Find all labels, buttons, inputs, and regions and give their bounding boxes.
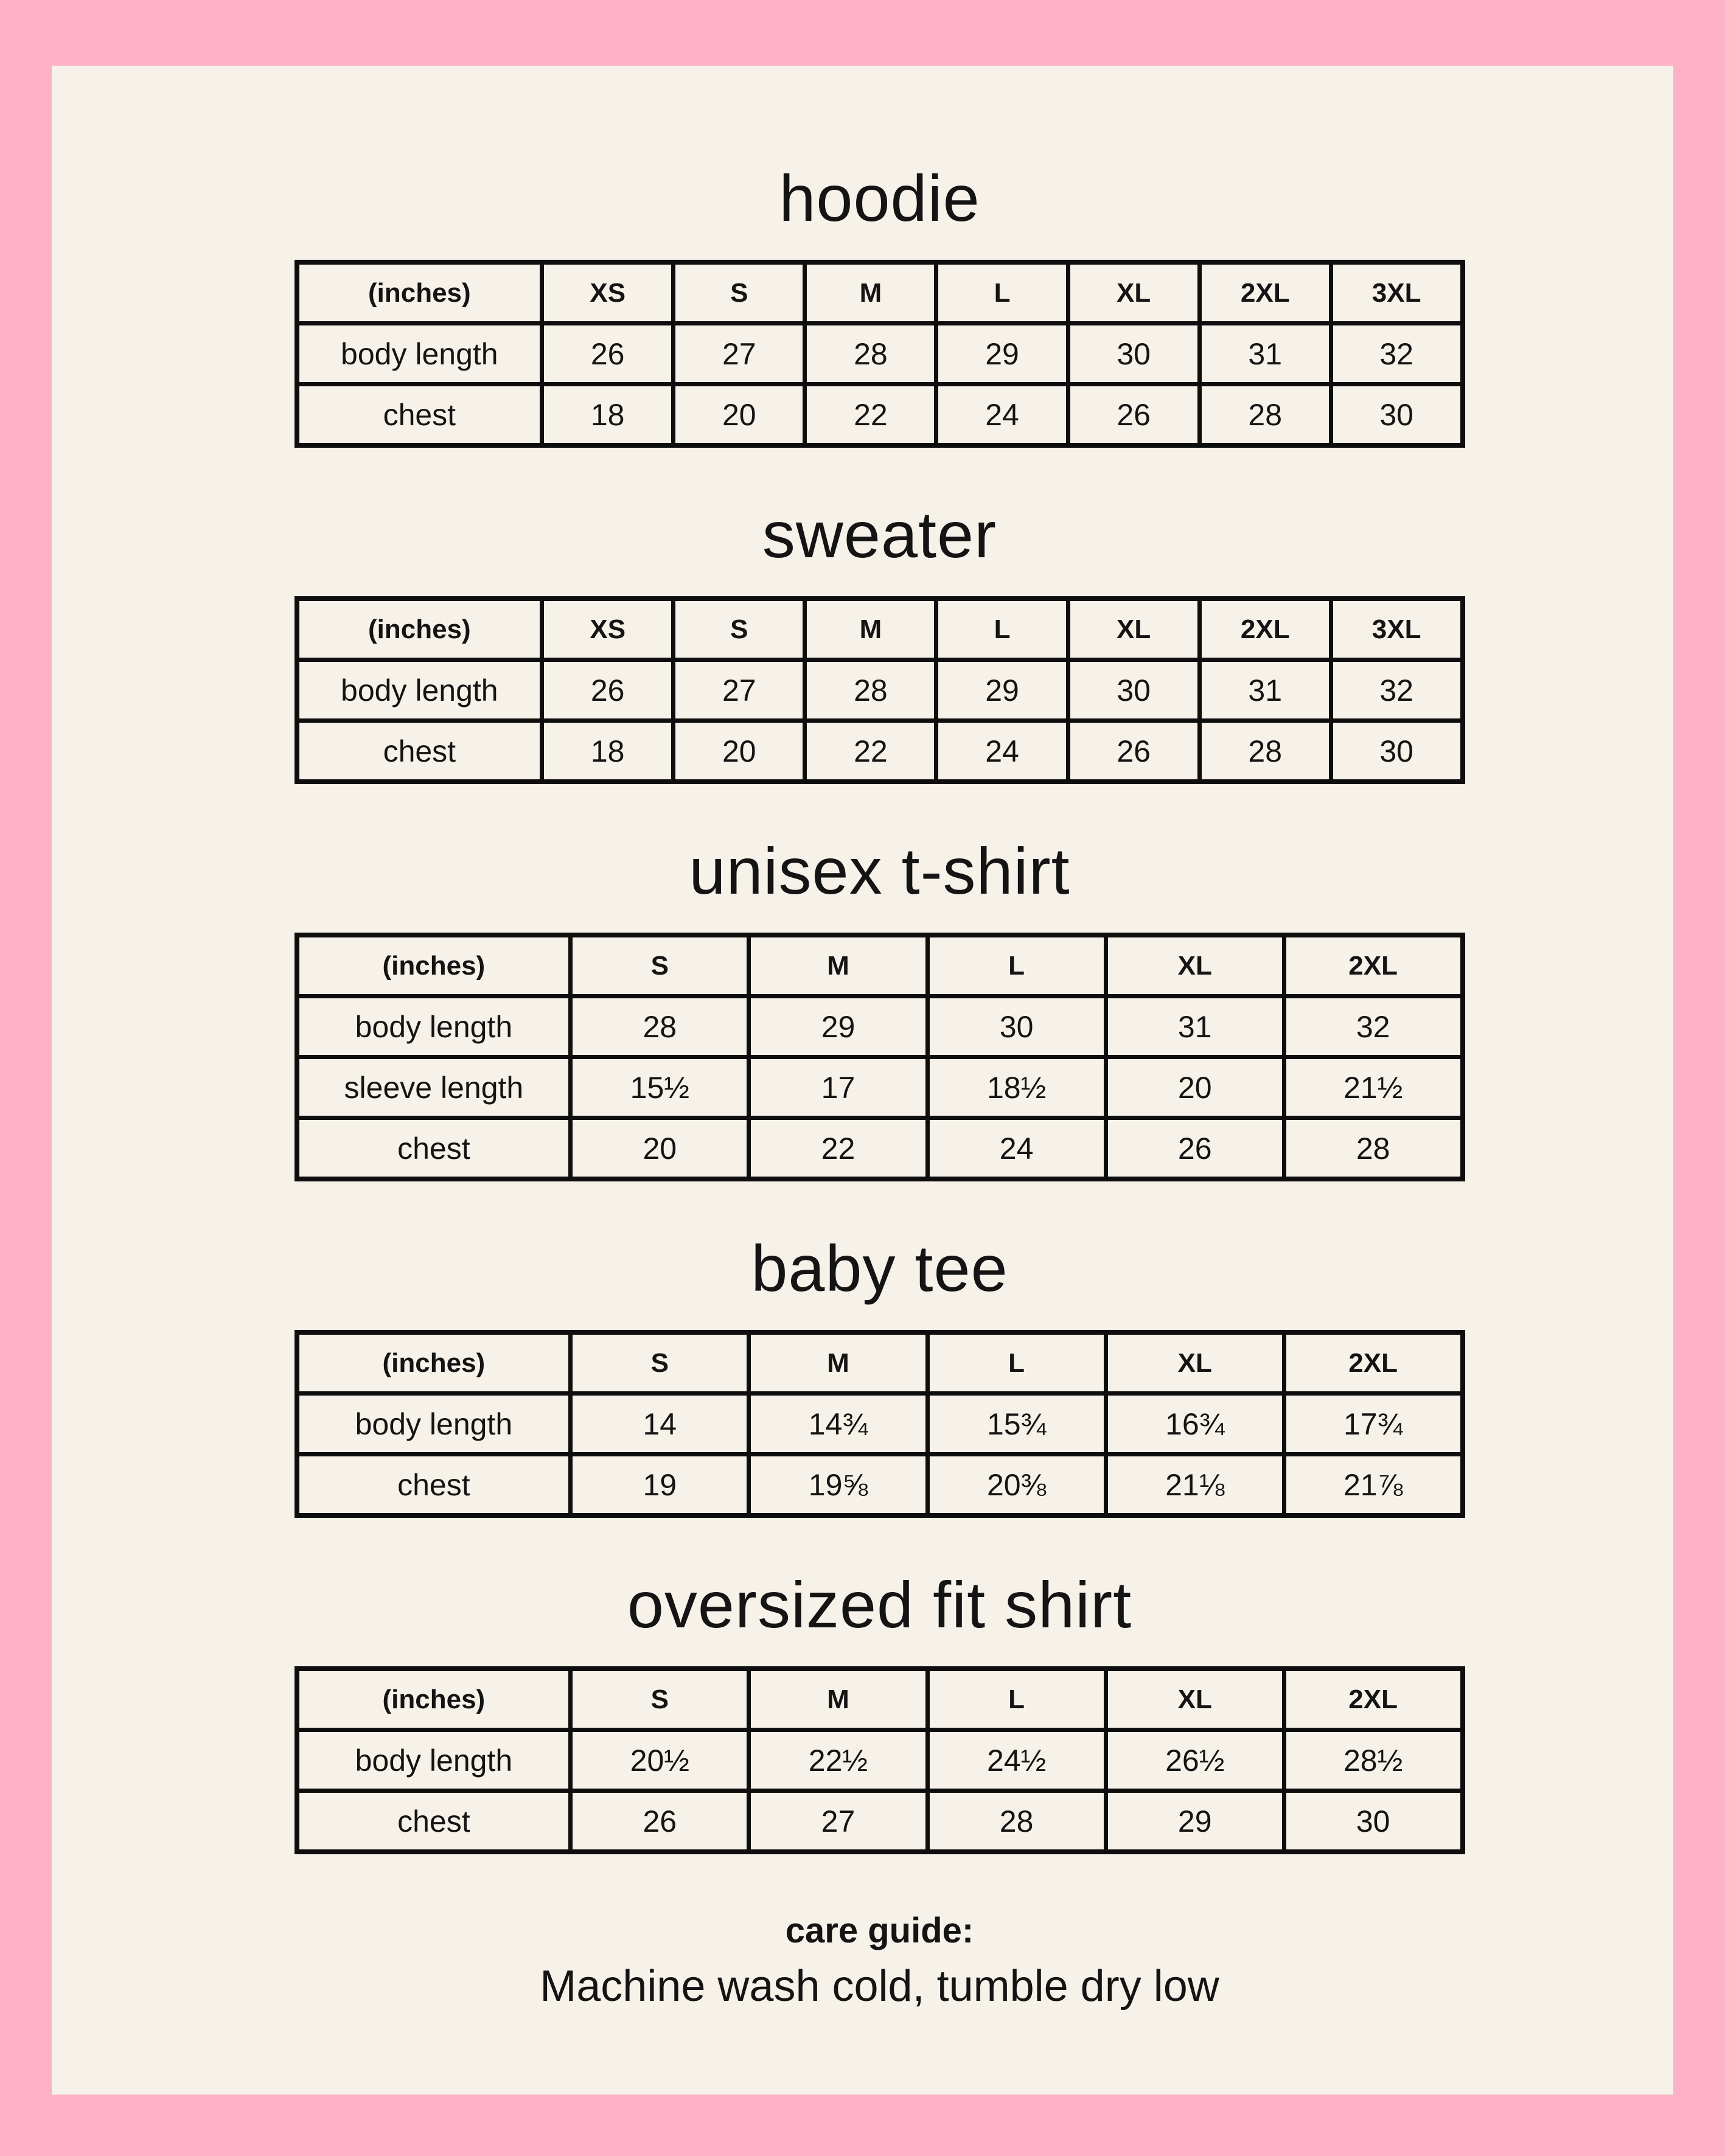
measure-value-cell: 26½ bbox=[1106, 1730, 1284, 1791]
size-header-cell: 2XL bbox=[1284, 935, 1462, 996]
size-table-baby-tee bbox=[294, 1330, 1465, 1518]
measure-value-cell: 28 bbox=[805, 660, 936, 721]
size-header-cell: L bbox=[927, 1332, 1106, 1394]
section-title-sweater: sweater bbox=[762, 498, 997, 571]
unit-header-cell: (inches) bbox=[297, 262, 542, 324]
measure-label-cell: body length bbox=[297, 324, 542, 384]
measure-label-cell: chest bbox=[297, 1455, 571, 1516]
measure-label-cell: chest bbox=[297, 384, 542, 446]
size-header-cell: S bbox=[571, 935, 749, 996]
measure-value-cell: 26 bbox=[1068, 384, 1199, 446]
section-title-unisex-tshirt: unisex t-shirt bbox=[689, 834, 1070, 908]
size-header-cell: XS bbox=[542, 599, 674, 660]
measure-value-cell: 26 bbox=[1106, 1118, 1284, 1180]
measure-value-cell: 21⅛ bbox=[1106, 1455, 1284, 1516]
size-header-cell: S bbox=[674, 599, 805, 660]
care-guide-text: Machine wash cold, tumble dry low bbox=[540, 1962, 1219, 2011]
size-header-cell: S bbox=[674, 262, 805, 324]
measure-value-cell: 29 bbox=[749, 996, 927, 1057]
header-row bbox=[297, 1332, 1463, 1394]
measure-value-cell: 28½ bbox=[1284, 1730, 1462, 1791]
size-table-sweater bbox=[294, 596, 1465, 784]
size-header-cell: L bbox=[936, 599, 1068, 660]
measure-value-cell: 30 bbox=[1331, 384, 1462, 446]
size-table-hoodie bbox=[294, 260, 1465, 448]
measure-value-cell: 22 bbox=[749, 1118, 927, 1180]
header-row bbox=[297, 935, 1463, 996]
measure-label-cell: body length bbox=[297, 660, 542, 721]
measure-label-cell: sleeve length bbox=[297, 1057, 571, 1118]
measure-value-cell: 26 bbox=[1068, 721, 1199, 782]
measure-value-cell: 28 bbox=[805, 324, 936, 384]
measure-value-cell: 20½ bbox=[571, 1730, 749, 1791]
measure-label-cell: chest bbox=[297, 1791, 571, 1852]
header-row bbox=[297, 1669, 1463, 1730]
size-header-cell: XL bbox=[1106, 1332, 1284, 1394]
measure-value-cell: 32 bbox=[1331, 324, 1462, 384]
size-header-cell: M bbox=[805, 599, 936, 660]
unit-header-cell: (inches) bbox=[297, 599, 542, 660]
measure-row bbox=[297, 721, 1463, 782]
section-title-hoodie: hoodie bbox=[779, 161, 980, 235]
size-header-cell: XL bbox=[1068, 599, 1199, 660]
size-header-cell: 2XL bbox=[1199, 599, 1331, 660]
size-header-cell: L bbox=[936, 262, 1068, 324]
measure-value-cell: 30 bbox=[1068, 324, 1199, 384]
measure-value-cell: 18 bbox=[542, 721, 674, 782]
measure-value-cell: 14¾ bbox=[749, 1394, 927, 1455]
section-title-oversized-fit-shirt: oversized fit shirt bbox=[627, 1568, 1132, 1641]
measure-value-cell: 28 bbox=[1284, 1118, 1462, 1180]
measure-value-cell: 31 bbox=[1199, 660, 1331, 721]
measure-value-cell: 30 bbox=[1068, 660, 1199, 721]
measure-value-cell: 24 bbox=[936, 384, 1068, 446]
measure-value-cell: 18½ bbox=[927, 1057, 1106, 1118]
measure-value-cell: 28 bbox=[1199, 384, 1331, 446]
measure-value-cell: 30 bbox=[1331, 721, 1462, 782]
measure-value-cell: 22 bbox=[805, 384, 936, 446]
measure-value-cell: 18 bbox=[542, 384, 674, 446]
measure-row bbox=[297, 1118, 1463, 1180]
size-header-cell: S bbox=[571, 1332, 749, 1394]
measure-row bbox=[297, 1394, 1463, 1455]
unit-header-cell: (inches) bbox=[297, 935, 571, 996]
measure-value-cell: 22½ bbox=[749, 1730, 927, 1791]
measure-value-cell: 21½ bbox=[1284, 1057, 1462, 1118]
measure-value-cell: 15¾ bbox=[927, 1394, 1106, 1455]
measure-value-cell: 31 bbox=[1106, 996, 1284, 1057]
measure-row bbox=[297, 324, 1463, 384]
size-header-cell: 3XL bbox=[1331, 262, 1462, 324]
size-header-cell: M bbox=[805, 262, 936, 324]
measure-value-cell: 24 bbox=[927, 1118, 1106, 1180]
measure-value-cell: 20 bbox=[571, 1118, 749, 1180]
measure-row bbox=[297, 996, 1463, 1057]
measure-value-cell: 20 bbox=[674, 384, 805, 446]
measure-value-cell: 29 bbox=[1106, 1791, 1284, 1852]
measure-value-cell: 32 bbox=[1331, 660, 1462, 721]
measure-label-cell: body length bbox=[297, 1730, 571, 1791]
size-header-cell: S bbox=[571, 1669, 749, 1730]
measure-value-cell: 24 bbox=[936, 721, 1068, 782]
header-row bbox=[297, 599, 1463, 660]
section-title-baby-tee: baby tee bbox=[751, 1231, 1008, 1305]
size-header-cell: M bbox=[749, 1669, 927, 1730]
section-baby-tee bbox=[69, 1227, 1673, 1518]
measure-label-cell: body length bbox=[297, 1394, 571, 1455]
size-header-cell: XL bbox=[1106, 935, 1284, 996]
measure-value-cell: 26 bbox=[542, 660, 674, 721]
measure-value-cell: 26 bbox=[542, 324, 674, 384]
measure-label-cell: body length bbox=[297, 996, 571, 1057]
measure-value-cell: 19⅝ bbox=[749, 1455, 927, 1516]
measure-value-cell: 29 bbox=[936, 660, 1068, 721]
measure-value-cell: 27 bbox=[674, 660, 805, 721]
measure-value-cell: 27 bbox=[674, 324, 805, 384]
measure-row bbox=[297, 1455, 1463, 1516]
unit-header-cell: (inches) bbox=[297, 1332, 571, 1394]
measure-row bbox=[297, 1730, 1463, 1791]
size-header-cell: 3XL bbox=[1331, 599, 1462, 660]
size-header-cell: XS bbox=[542, 262, 674, 324]
measure-value-cell: 32 bbox=[1284, 996, 1462, 1057]
measure-value-cell: 20⅜ bbox=[927, 1455, 1106, 1516]
measure-value-cell: 29 bbox=[936, 324, 1068, 384]
size-header-cell: M bbox=[749, 1332, 927, 1394]
size-header-cell: L bbox=[927, 935, 1106, 996]
section-hoodie bbox=[69, 157, 1673, 448]
size-chart-content bbox=[69, 157, 1673, 2017]
measure-label-cell: chest bbox=[297, 721, 542, 782]
care-guide bbox=[69, 1908, 1673, 2017]
measure-value-cell: 17¾ bbox=[1284, 1394, 1462, 1455]
measure-value-cell: 31 bbox=[1199, 324, 1331, 384]
measure-value-cell: 15½ bbox=[571, 1057, 749, 1118]
measure-value-cell: 17 bbox=[749, 1057, 927, 1118]
measure-value-cell: 21⅞ bbox=[1284, 1455, 1462, 1516]
size-table-oversized-fit-shirt bbox=[294, 1666, 1465, 1854]
measure-label-cell: chest bbox=[297, 1118, 571, 1180]
measure-value-cell: 19 bbox=[571, 1455, 749, 1516]
size-header-cell: 2XL bbox=[1284, 1669, 1462, 1730]
header-row bbox=[297, 262, 1463, 324]
section-oversized-fit-shirt bbox=[69, 1563, 1673, 1854]
measure-row bbox=[297, 1791, 1463, 1852]
size-chart-sheet bbox=[52, 66, 1673, 2095]
measure-value-cell: 20 bbox=[1106, 1057, 1284, 1118]
measure-row bbox=[297, 660, 1463, 721]
size-table-unisex-tshirt bbox=[294, 933, 1465, 1181]
measure-value-cell: 20 bbox=[674, 721, 805, 782]
measure-value-cell: 24½ bbox=[927, 1730, 1106, 1791]
care-guide-heading: care guide: bbox=[785, 1911, 974, 1950]
measure-value-cell: 26 bbox=[571, 1791, 749, 1852]
measure-value-cell: 14 bbox=[571, 1394, 749, 1455]
measure-value-cell: 30 bbox=[1284, 1791, 1462, 1852]
measure-value-cell: 28 bbox=[1199, 721, 1331, 782]
measure-value-cell: 28 bbox=[571, 996, 749, 1057]
measure-value-cell: 16¾ bbox=[1106, 1394, 1284, 1455]
unit-header-cell: (inches) bbox=[297, 1669, 571, 1730]
measure-value-cell: 28 bbox=[927, 1791, 1106, 1852]
size-header-cell: XL bbox=[1068, 262, 1199, 324]
measure-value-cell: 22 bbox=[805, 721, 936, 782]
size-header-cell: M bbox=[749, 935, 927, 996]
section-sweater bbox=[69, 493, 1673, 784]
size-header-cell: 2XL bbox=[1284, 1332, 1462, 1394]
measure-row bbox=[297, 384, 1463, 446]
measure-row bbox=[297, 1057, 1463, 1118]
section-unisex-tshirt bbox=[69, 830, 1673, 1181]
measure-value-cell: 30 bbox=[927, 996, 1106, 1057]
size-header-cell: XL bbox=[1106, 1669, 1284, 1730]
size-header-cell: 2XL bbox=[1199, 262, 1331, 324]
size-header-cell: L bbox=[927, 1669, 1106, 1730]
measure-value-cell: 27 bbox=[749, 1791, 927, 1852]
